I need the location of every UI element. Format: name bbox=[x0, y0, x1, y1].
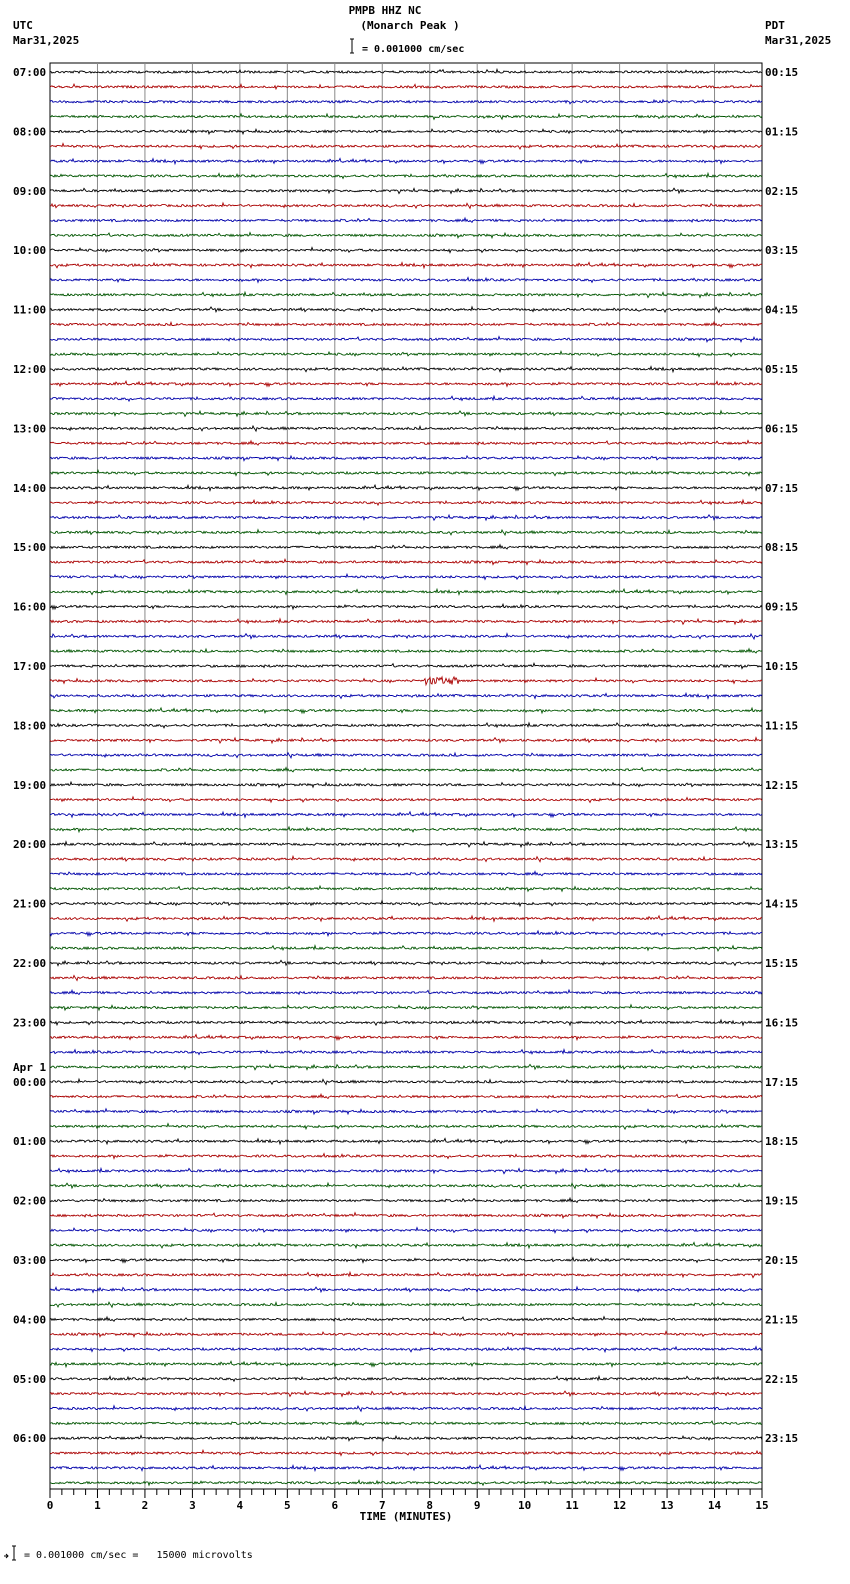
utc-hour-label: 10:00 bbox=[13, 244, 47, 258]
pdt-hour-label: 11:15 bbox=[765, 719, 799, 733]
seismic-trace bbox=[50, 129, 762, 134]
seismic-trace bbox=[50, 1302, 762, 1307]
date-change-label: Apr 1 bbox=[13, 1060, 47, 1074]
seismic-trace bbox=[50, 559, 762, 564]
seismic-trace bbox=[50, 530, 762, 535]
seismic-trace bbox=[50, 367, 762, 372]
seismic-trace bbox=[50, 411, 762, 416]
scale-text: = 0.001000 cm/sec bbox=[362, 44, 465, 55]
seismic-trace bbox=[50, 1376, 762, 1381]
seismic-trace bbox=[50, 931, 762, 936]
pdt-hour-label: 12:15 bbox=[765, 778, 799, 792]
seismic-trace bbox=[50, 619, 762, 624]
seismic-trace bbox=[50, 990, 762, 995]
x-tick-label: 11 bbox=[565, 1499, 579, 1512]
seismic-trace bbox=[50, 218, 762, 222]
x-axis-title: TIME (MINUTES) bbox=[359, 1510, 453, 1523]
x-tick-label: 4 bbox=[236, 1499, 244, 1512]
seismic-trace bbox=[50, 1079, 762, 1084]
utc-hour-label: 11:00 bbox=[13, 303, 47, 317]
pdt-hour-label: 09:15 bbox=[765, 600, 799, 614]
seismic-trace bbox=[50, 708, 762, 713]
seismic-trace bbox=[50, 604, 762, 609]
utc-hour-label: 09:00 bbox=[13, 184, 47, 198]
seismic-trace bbox=[50, 842, 762, 847]
utc-hour-label: 13:00 bbox=[13, 422, 47, 436]
utc-hour-label: 00:00 bbox=[13, 1075, 47, 1089]
pdt-hour-label: 23:15 bbox=[765, 1432, 799, 1446]
seismic-trace bbox=[50, 827, 762, 832]
seismic-trace bbox=[50, 589, 762, 594]
seismic-trace bbox=[50, 738, 762, 743]
footer-scale-note: = 0.001000 cm/sec = 15000 microvolts bbox=[24, 1550, 253, 1561]
seismic-trace bbox=[50, 307, 762, 312]
x-tick-label: 12 bbox=[612, 1499, 627, 1512]
seismic-trace bbox=[50, 1317, 762, 1322]
seismic-trace bbox=[50, 456, 762, 461]
seismic-trace bbox=[50, 1258, 762, 1263]
x-tick-label: 14 bbox=[707, 1499, 722, 1512]
pdt-date: Mar31,2025 bbox=[765, 34, 832, 47]
pdt-hour-label: 04:15 bbox=[765, 303, 799, 317]
seismic-trace bbox=[50, 1035, 762, 1040]
seismic-trace bbox=[50, 1450, 762, 1456]
pdt-hour-label: 15:15 bbox=[765, 957, 799, 970]
seismic-trace bbox=[50, 470, 762, 476]
seismic-trace bbox=[50, 976, 762, 981]
seismic-trace bbox=[50, 500, 762, 505]
x-tick-label: 10 bbox=[518, 1499, 532, 1512]
seismic-trace bbox=[50, 1391, 762, 1396]
pdt-hour-label: 20:15 bbox=[765, 1254, 799, 1267]
pdt-hour-label: 02:15 bbox=[765, 184, 799, 198]
seismic-trace bbox=[50, 1124, 762, 1130]
utc-hour-label: 06:00 bbox=[13, 1432, 47, 1446]
x-tick-label: 3 bbox=[189, 1499, 196, 1512]
utc-label: UTC bbox=[13, 19, 33, 32]
seismic-trace bbox=[50, 322, 762, 326]
seismic-trace bbox=[50, 1465, 762, 1470]
seismic-trace bbox=[50, 1094, 762, 1098]
utc-hour-label: 20:00 bbox=[13, 838, 47, 852]
seismic-trace bbox=[50, 753, 762, 758]
pdt-hour-label: 14:15 bbox=[765, 897, 799, 911]
pdt-hour-label: 05:15 bbox=[765, 363, 799, 376]
seismic-trace bbox=[50, 233, 762, 238]
utc-hour-label: 14:00 bbox=[13, 481, 47, 495]
seismic-trace bbox=[50, 946, 762, 951]
seismic-trace bbox=[50, 114, 762, 120]
seismic-trace bbox=[50, 1139, 762, 1144]
x-tick-label: 15 bbox=[755, 1499, 769, 1512]
pdt-hour-label: 16:15 bbox=[765, 1016, 799, 1030]
x-tick-label: 2 bbox=[141, 1499, 149, 1512]
seismic-trace bbox=[50, 1406, 762, 1411]
seismic-trace bbox=[50, 1050, 762, 1055]
seismic-trace bbox=[50, 1480, 762, 1485]
seismic-trace bbox=[50, 723, 762, 728]
footer-arrow-icon bbox=[4, 1554, 8, 1558]
seismic-trace bbox=[50, 515, 762, 520]
seismic-trace bbox=[50, 381, 762, 386]
utc-date: Mar31,2025 bbox=[13, 34, 80, 47]
seismic-trace bbox=[50, 1168, 762, 1173]
pdt-hour-label: 10:15 bbox=[765, 660, 799, 673]
utc-hour-label: 17:00 bbox=[13, 660, 47, 673]
seismic-trace bbox=[50, 634, 762, 639]
utc-hour-label: 05:00 bbox=[13, 1372, 47, 1386]
seismic-trace bbox=[50, 693, 762, 698]
seismic-trace bbox=[50, 1154, 762, 1159]
seismic-trace bbox=[50, 856, 762, 861]
seismic-trace bbox=[50, 768, 762, 772]
utc-hour-label: 19:00 bbox=[13, 778, 47, 792]
seismic-trace bbox=[50, 574, 762, 579]
seismic-trace bbox=[50, 872, 762, 876]
seismic-trace bbox=[50, 248, 762, 253]
seismic-trace bbox=[50, 649, 762, 653]
pdt-hour-label: 01:15 bbox=[765, 125, 799, 139]
pdt-hour-label: 21:15 bbox=[765, 1313, 799, 1327]
seismic-trace bbox=[50, 1109, 762, 1114]
utc-hour-label: 02:00 bbox=[13, 1194, 47, 1208]
seismic-trace bbox=[50, 188, 762, 193]
utc-hour-label: 18:00 bbox=[13, 719, 47, 733]
pdt-hour-label: 06:15 bbox=[765, 422, 799, 436]
pdt-hour-label: 17:15 bbox=[765, 1075, 799, 1089]
seismic-trace bbox=[50, 278, 762, 283]
seismic-trace bbox=[50, 1213, 762, 1218]
seismic-trace bbox=[50, 1287, 762, 1292]
utc-hour-label: 04:00 bbox=[13, 1313, 47, 1327]
x-tick-label: 1 bbox=[94, 1499, 101, 1512]
pdt-hour-label: 22:15 bbox=[765, 1372, 799, 1386]
seismic-trace bbox=[50, 1064, 762, 1069]
pdt-hour-label: 08:15 bbox=[765, 541, 799, 555]
seismic-trace bbox=[50, 663, 762, 668]
utc-hour-label: 07:00 bbox=[13, 66, 47, 79]
utc-hour-label: 23:00 bbox=[13, 1016, 47, 1030]
pdt-hour-label: 03:15 bbox=[765, 244, 799, 258]
pdt-hour-label: 18:15 bbox=[765, 1135, 799, 1149]
seismic-trace bbox=[50, 782, 762, 787]
seismic-trace bbox=[50, 485, 762, 490]
seismic-trace bbox=[50, 1020, 762, 1025]
seismic-trace bbox=[50, 1361, 762, 1366]
seismic-trace bbox=[50, 916, 762, 921]
seismic-trace bbox=[50, 441, 762, 446]
seismic-trace bbox=[50, 1332, 762, 1337]
seismic-trace bbox=[50, 1183, 762, 1188]
utc-hour-label: 12:00 bbox=[13, 363, 47, 376]
seismic-trace bbox=[50, 1198, 762, 1202]
seismic-trace bbox=[50, 1272, 762, 1277]
seismic-trace bbox=[50, 1421, 762, 1425]
pdt-hour-label: 07:15 bbox=[765, 481, 799, 495]
x-tick-label: 8 bbox=[426, 1499, 434, 1512]
pdt-hour-label: 00:15 bbox=[765, 66, 799, 79]
station-title: PMPB HHZ NC bbox=[348, 4, 422, 17]
seismic-trace bbox=[50, 1005, 762, 1010]
x-tick-label: 6 bbox=[331, 1499, 339, 1512]
seismic-trace bbox=[50, 886, 762, 891]
x-tick-label: 13 bbox=[660, 1499, 674, 1512]
seismic-trace bbox=[50, 100, 762, 104]
utc-hour-label: 21:00 bbox=[13, 897, 47, 911]
seismic-trace bbox=[50, 351, 762, 356]
seismic-trace bbox=[50, 901, 762, 906]
x-tick-label: 9 bbox=[473, 1499, 481, 1512]
x-tick-label: 5 bbox=[284, 1499, 291, 1512]
pdt-label: PDT bbox=[765, 19, 785, 32]
utc-hour-label: 01:00 bbox=[13, 1135, 47, 1149]
seismic-trace bbox=[50, 69, 762, 73]
pdt-hour-label: 19:15 bbox=[765, 1194, 799, 1208]
seismic-trace bbox=[50, 426, 762, 431]
seismic-trace bbox=[50, 812, 762, 817]
x-tick-label: 0 bbox=[46, 1499, 54, 1512]
seismic-trace bbox=[50, 1243, 762, 1248]
utc-hour-label: 03:00 bbox=[13, 1254, 47, 1267]
seismic-trace bbox=[50, 1347, 762, 1352]
seismic-trace bbox=[50, 1436, 762, 1441]
seismic-trace bbox=[50, 1228, 762, 1233]
seismic-trace bbox=[50, 173, 762, 178]
station-location: (Monarch Peak ) bbox=[360, 19, 460, 32]
seismic-trace bbox=[50, 677, 762, 685]
utc-hour-label: 08:00 bbox=[13, 125, 47, 139]
seismic-trace bbox=[50, 960, 762, 965]
seismic-trace bbox=[50, 144, 762, 150]
seismic-trace bbox=[50, 797, 762, 803]
utc-hour-label: 22:00 bbox=[13, 957, 47, 970]
seismic-trace bbox=[50, 292, 762, 297]
seismic-trace bbox=[50, 262, 762, 267]
seismic-trace bbox=[50, 84, 762, 89]
pdt-hour-label: 13:15 bbox=[765, 838, 799, 852]
seismic-trace bbox=[50, 158, 762, 163]
utc-hour-label: 15:00 bbox=[13, 541, 47, 555]
seismic-trace bbox=[50, 203, 762, 208]
seismic-trace bbox=[50, 545, 762, 549]
seismic-trace bbox=[50, 396, 762, 401]
utc-hour-label: 16:00 bbox=[13, 600, 47, 614]
x-tick-label: 7 bbox=[378, 1499, 386, 1512]
seismic-trace bbox=[50, 337, 762, 342]
